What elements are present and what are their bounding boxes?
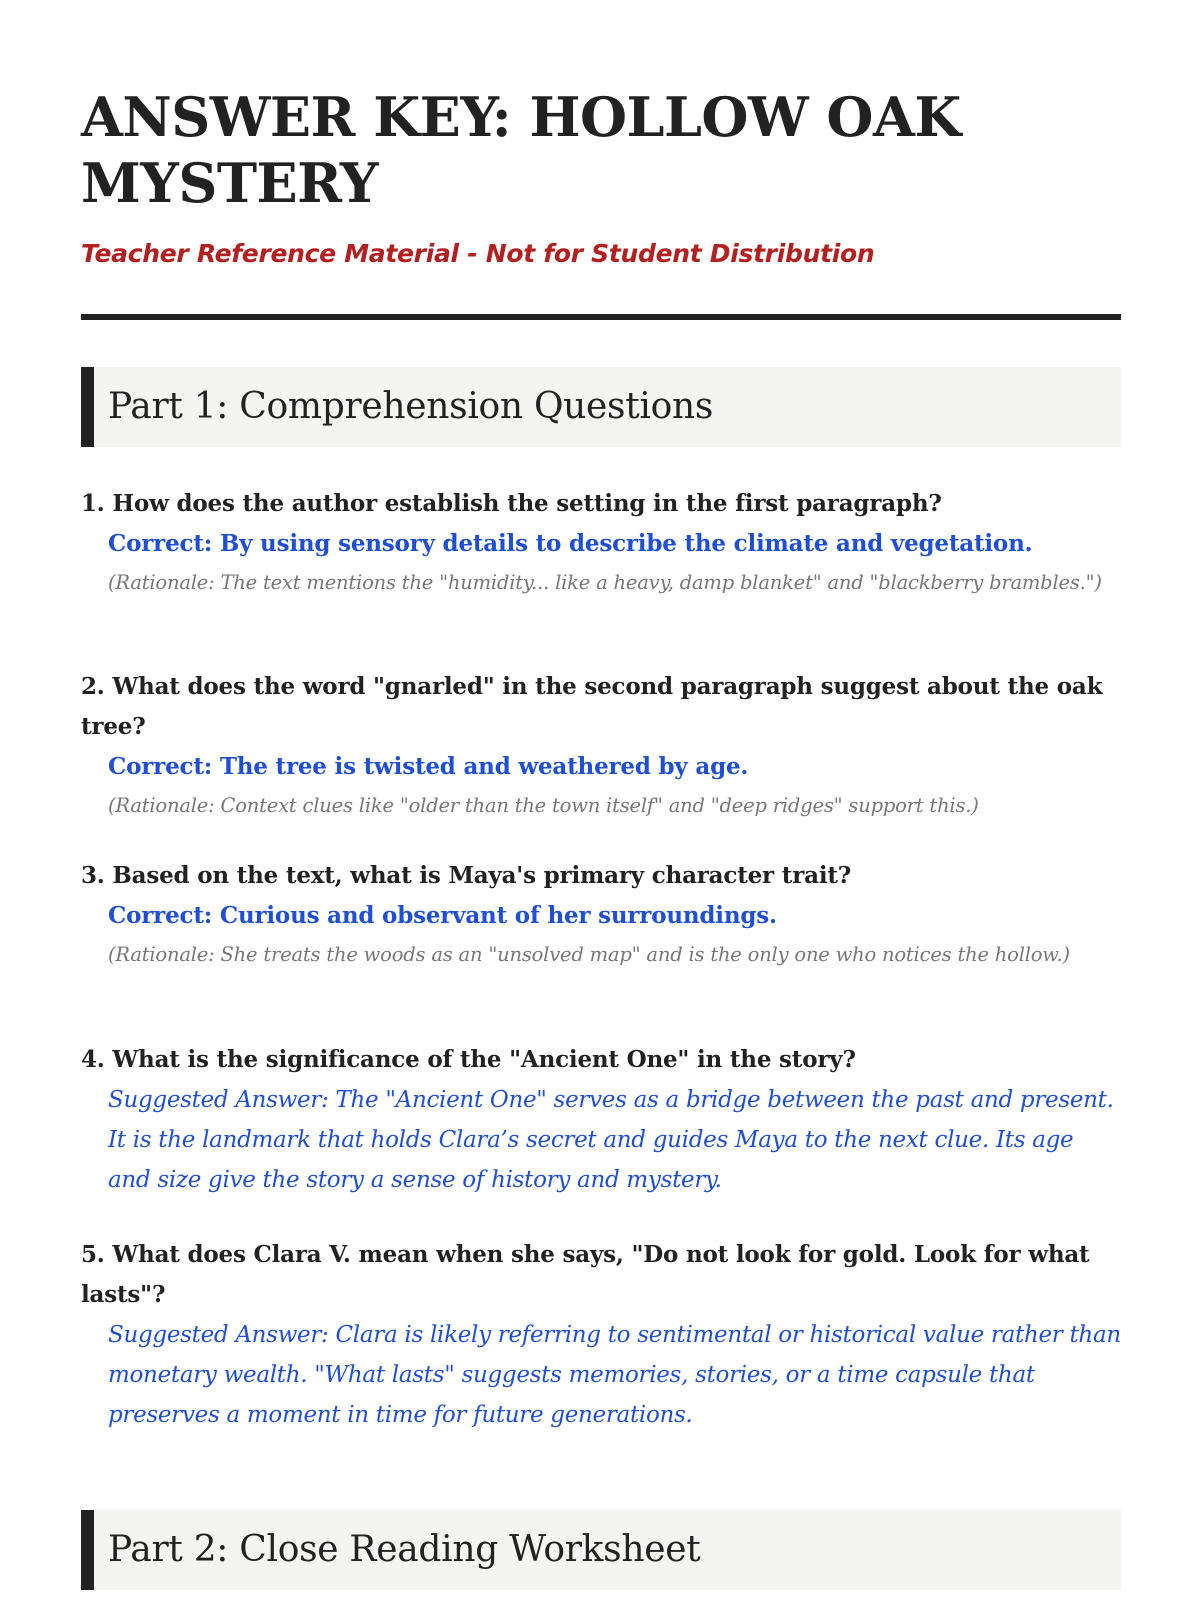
question-item-4 <box>81 1040 1121 1200</box>
question-text: 2. What does the word "gnarled" in the second paragraph suggest about the oak tree? <box>81 673 1103 740</box>
question-item-2 <box>81 667 1121 822</box>
question-item-1 <box>81 484 1121 599</box>
question-text: 5. What does Clara V. mean when she says, "Do not look for gold. Look for what lasts"? <box>81 1241 1090 1308</box>
correct-answer: Correct: Curious and observant of her surroundings. <box>108 902 777 929</box>
rationale-text: (Rationale: She treats the woods as an "unsolved map" and is the only one who notices the hollow.) <box>108 943 1070 966</box>
answer-key-page <box>81 0 1121 1570</box>
page-subtitle: Teacher Reference Material - Not for Student Distribution <box>81 239 875 268</box>
question-text: 1. How does the author establish the setting in the first paragraph? <box>81 490 942 517</box>
correct-answer: Correct: The tree is twisted and weathered by age. <box>108 753 749 780</box>
rationale-text: (Rationale: The text mentions the "humidity... like a heavy, damp blanket" and "blackberry brambles.") <box>108 571 1102 594</box>
page-title: ANSWER KEY: HOLLOW OAK MYSTERY <box>81 85 961 215</box>
rationale-text: (Rationale: Context clues like "older than the town itself" and "deep ridges" support this.) <box>108 794 979 817</box>
question-item-5 <box>81 1235 1121 1435</box>
section-heading: Part 1: Comprehension Questions <box>108 386 714 427</box>
question-item-3 <box>81 856 1121 971</box>
suggested-answer: Suggested Answer: The "Ancient One" serves as a bridge between the past and present. It is the landmark that holds Clara’s secret and guides Maya to the next clue. Its age and size give the story a sense of history and mystery. <box>108 1087 1114 1193</box>
section-header-part1 <box>81 367 1121 447</box>
title-divider <box>81 314 1121 320</box>
section-header-part2 <box>81 1510 1121 1590</box>
section-heading: Part 2: Close Reading Worksheet <box>108 1529 701 1570</box>
correct-answer: Correct: By using sensory details to describe the climate and vegetation. <box>108 530 1033 557</box>
question-text: 3. Based on the text, what is Maya's primary character trait? <box>81 862 852 889</box>
suggested-answer: Suggested Answer: Clara is likely referring to sentimental or historical value rather than monetary wealth. "What lasts" suggests memories, stories, or a time capsule that preserves a moment in time for future generations. <box>108 1322 1121 1428</box>
question-text: 4. What is the significance of the "Ancient One" in the story? <box>81 1046 856 1073</box>
